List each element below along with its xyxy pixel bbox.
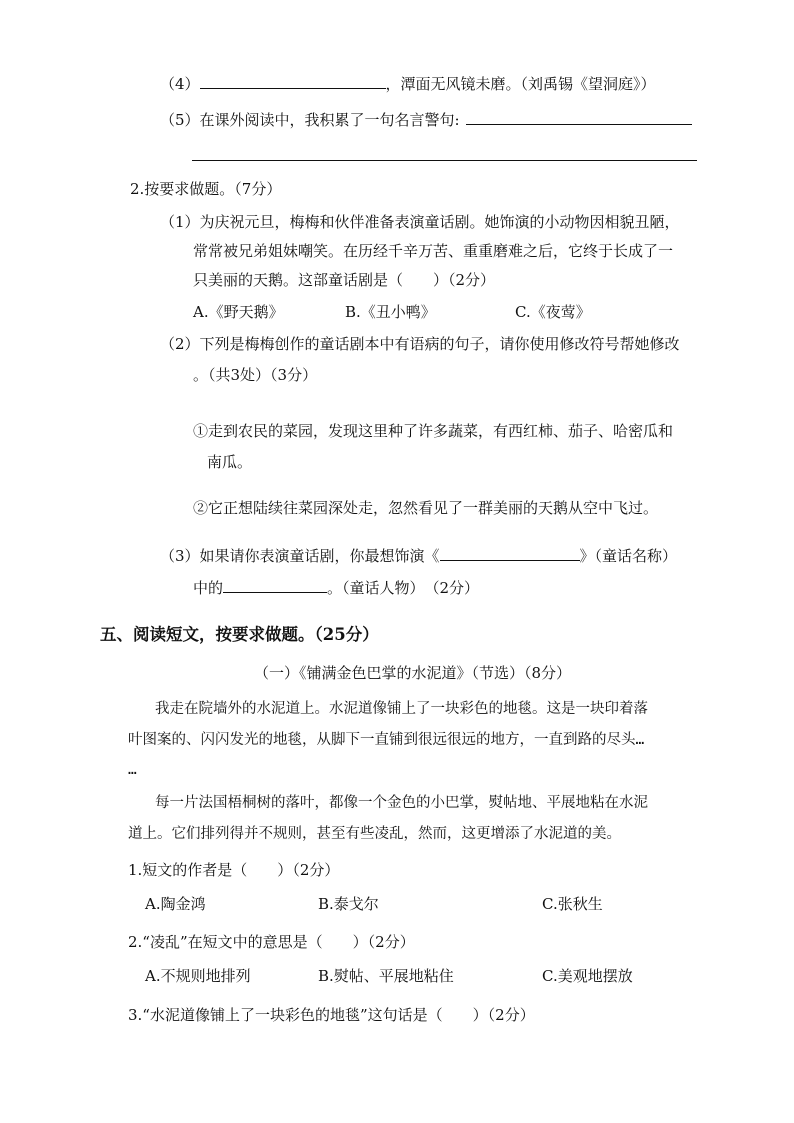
q2-sub2-line2: 。（共3处）（3分） [193,366,318,384]
q2-heading: 2.按要求做题。（7分） [130,180,282,198]
story-name-blank[interactable] [440,544,580,561]
sentence1-line1[interactable]: ①走到农民的菜园，发现这里种了许多蔬菜，有西红柿、茄子、哈密瓜和 [193,422,674,440]
q2-sub3-text-a: （3）如果请你表演童话剧，你最想饰演《 [160,547,440,565]
question3: 3.“水泥道像铺上了一块彩色的地毯”这句话是（ ）（2分） [128,1006,535,1024]
section5-heading: 五、阅读短文，按要求做题。（25分） [100,625,379,644]
q2-sub3-text-c: 中的 [193,579,224,597]
item4-answer-blank[interactable] [200,72,386,89]
question1-option-c[interactable]: C.张秋生 [542,895,603,913]
item5-answer-blank-line2[interactable] [192,160,697,161]
q2-sub1-option-b[interactable]: B.《丑小鸭》 [345,303,436,321]
item5-answer-blank[interactable] [466,108,692,125]
question1: 1.短文的作者是（ ）（2分） [128,861,340,879]
item4-label: （4） [160,75,200,93]
character-blank[interactable] [223,576,327,593]
item5-line [160,108,692,131]
passage-line5: 道上。它们排列得并不规则，甚至有些凌乱，然而，这更增添了水泥道的美。 [128,826,621,842]
item4-text: ，潭面无风镜未磨。（刘禹锡《望洞庭》） [385,75,656,93]
sentence1-line2[interactable]: 南瓜。 [207,453,253,471]
q2-sub3-line1 [160,544,677,567]
question1-option-b[interactable]: B.泰戈尔 [318,895,379,913]
q2-sub1-label: （1） [160,213,200,231]
q2-sub1-option-c[interactable]: C.《夜莺》 [515,303,591,321]
passage-line4: 每一片法国梧桐树的落叶，都像一个金色的小巴掌，熨帖地、平展地粘在水泥 [155,795,648,811]
question2-option-b[interactable]: B.熨帖、平展地粘住 [318,967,454,985]
q2-sub2-line1: （2）下列是梅梅创作的童话剧本中有语病的句子，请你使用修改符号帮她修改 [160,335,680,353]
part1-title: （一）《铺满金色巴掌的水泥道》（节选）（8分） [254,664,572,682]
q2-sub1-text1: 为庆祝元旦，梅梅和伙伴准备表演童话剧。她饰演的小动物因相貌丑陋， [199,213,680,231]
question2-option-a[interactable]: A.不规则地排列 [145,967,251,985]
item5-label: （5） [160,111,200,129]
question1-option-a[interactable]: A.陶金鸿 [145,895,206,913]
q2-sub3-text-b: 》（童话名称） [579,547,678,565]
question2: 2.“凌乱”在短文中的意思是（ ）（2分） [128,933,415,951]
q2-sub1-line2: 常常被兄弟姐妹嘲笑。在历经千辛万苦、重重磨难之后，它终于长成了一 [193,242,674,260]
q2-sub1-line1 [160,211,680,233]
q2-sub1-option-a[interactable]: A.《野天鹅》 [193,303,284,321]
item4-line [160,72,656,95]
q2-sub3-text-d: 。（童话人物） （2分） [327,579,480,597]
sentence2[interactable]: ②它正想陆续往菜园深处走，忽然看见了一群美丽的天鹅从空中飞过。 [193,499,659,517]
passage-line3: … [128,762,137,778]
item5-text: 在课外阅读中，我积累了一句名言警句: [199,111,460,129]
passage-line2: 叶图案的、闪闪发光的地毯，从脚下一直铺到很远很远的地方，一直到路的尽头… [128,732,645,748]
q2-sub1-line3: 只美丽的天鹅。这部童话剧是（ ）（2分） [193,271,496,289]
passage-line1: 我走在院墙外的水泥道上。水泥道像铺上了一块彩色的地毯。这是一块印着落 [155,701,648,717]
q2-sub3-line2 [193,576,479,599]
question2-option-c[interactable]: C.美观地摆放 [542,967,633,985]
